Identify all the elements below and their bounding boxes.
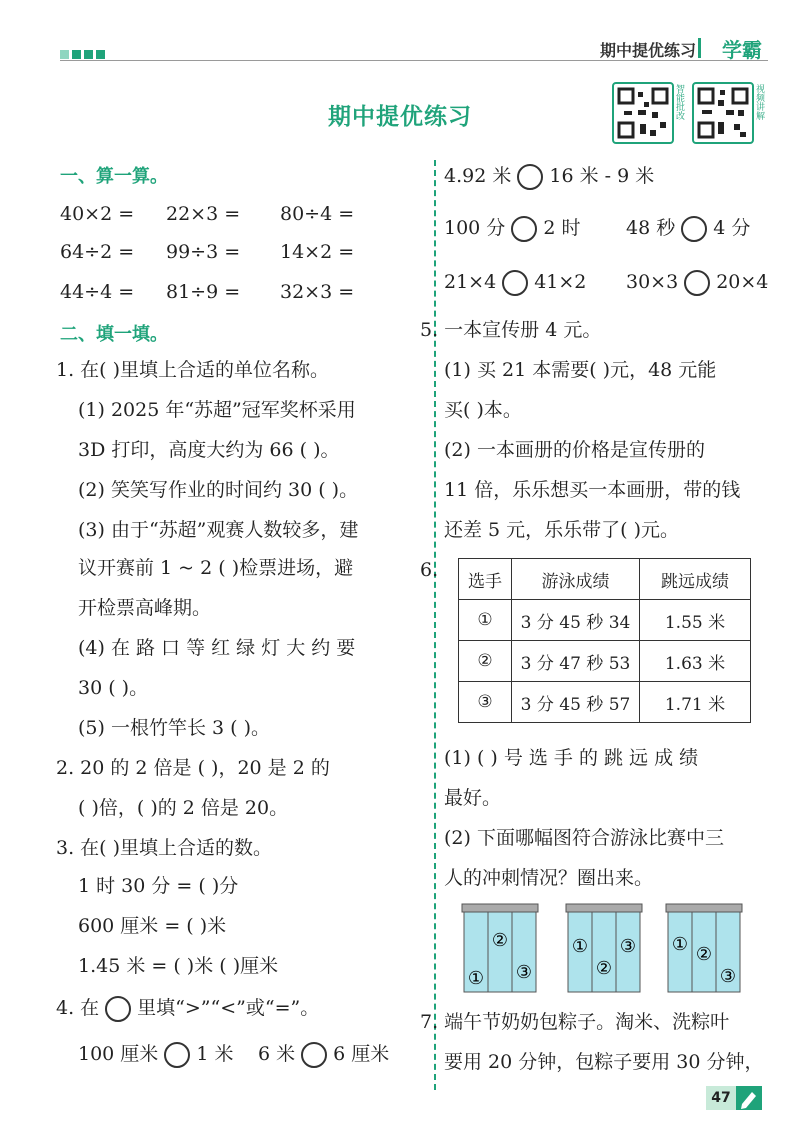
answer-circle[interactable]: [502, 270, 528, 296]
qr-code-video[interactable]: [692, 82, 754, 144]
answer-circle[interactable]: [511, 216, 537, 242]
q1-part4-line1: (4) 在 路 口 等 红 绿 灯 大 约 要: [78, 637, 356, 659]
q6-number: 6.: [420, 559, 439, 581]
table-cell: 1.71 米: [640, 682, 751, 723]
answer-circle[interactable]: [684, 270, 710, 296]
q3-stem: 3. 在( )里填上合适的数。: [56, 837, 273, 859]
q6-part1-line1: (1) ( ) 号 选 手 的 跳 远 成 绩: [444, 747, 699, 769]
calc-item: 81÷9 =: [166, 281, 241, 303]
answer-circle[interactable]: [164, 1042, 190, 1068]
compare-right: 1 米: [196, 1043, 234, 1065]
compare-left: 21×4: [444, 271, 497, 293]
table-cell: 1.55 米: [640, 600, 751, 641]
table-header: 选手: [459, 559, 512, 600]
swimmer-label: ③: [619, 936, 637, 957]
q1-part1-line1: (1) 2025 年“苏超”冠军奖杯采用: [78, 399, 356, 421]
q5-line-d: 11 倍，乐乐想买一本画册，带的钱: [444, 479, 741, 501]
qr-label-video: 视频讲解: [754, 84, 764, 120]
table-cell: 3 分 47 秒 53: [512, 641, 640, 682]
q2-line1: 2. 20 的 2 倍是 ( )，20 是 2 的: [56, 757, 330, 779]
q3-item-c: 1.45 米 = ( )米 ( )厘米: [78, 955, 279, 977]
swimmer-label: ①: [467, 968, 485, 989]
compare-left: 4.92 米: [444, 165, 512, 187]
calc-item: 44÷4 =: [60, 281, 135, 303]
table-row: [459, 682, 751, 723]
calc-item: 99÷3 =: [166, 241, 241, 263]
q4-row3-a: [444, 216, 580, 242]
q4-stem-end: 里填“>”“<”或“=”。: [137, 997, 320, 1019]
answer-circle[interactable]: [301, 1042, 327, 1068]
answer-circle[interactable]: [517, 164, 543, 190]
table-header: 跳远成绩: [640, 559, 751, 600]
table-cell: ①: [459, 600, 512, 641]
answer-circle[interactable]: [681, 216, 707, 242]
compare-right: 4 分: [713, 217, 751, 239]
q1-part4-line2: 30 ( )。: [78, 677, 149, 699]
compare-right: 20×4: [716, 271, 769, 293]
q4-row3-b: [626, 216, 750, 242]
calc-item: 40×2 =: [60, 203, 135, 225]
compare-right: 41×2: [534, 271, 587, 293]
table-header: 游泳成绩: [512, 559, 640, 600]
q2-line2: ( )倍，( )的 2 倍是 20。: [78, 797, 289, 819]
swimmer-label: ①: [571, 936, 589, 957]
section-heading-fill: 二、填一填。: [60, 324, 168, 345]
running-title: 期中提优练习: [599, 41, 696, 60]
q7-line1: 7. 端午节奶奶包粽子。淘米、洗粽叶: [420, 1011, 730, 1033]
column-divider: [434, 160, 436, 1090]
table-header-row: [459, 559, 751, 600]
compare-circle-icon: [105, 996, 131, 1022]
q5-line-e: 还差 5 元，乐乐带了( )元。: [444, 519, 680, 541]
q4-stem-start: 4. 在: [56, 997, 100, 1019]
pencil-icon: [736, 1086, 762, 1110]
calc-item: 14×2 =: [280, 241, 355, 263]
q3-item-a: 1 时 30 分 = ( )分: [78, 875, 239, 897]
q1-part3-line2: 议开赛前 1 ~ 2 ( )检票进场，避: [78, 557, 354, 579]
table-row: [459, 600, 751, 641]
table-row: [459, 641, 751, 682]
brand-logo: 学霸: [722, 38, 762, 62]
page-number: 47: [706, 1086, 736, 1110]
q5-stem: 5. 一本宣传册 4 元。: [420, 319, 602, 341]
q3-item-b: 600 厘米 = ( )米: [78, 915, 227, 937]
q6-part1-line2: 最好。: [444, 787, 502, 809]
q1-stem: 1. 在( )里填上合适的单位名称。: [56, 359, 330, 381]
q4-row1-b: [258, 1042, 389, 1068]
table-cell: 3 分 45 秒 57: [512, 682, 640, 723]
calc-item: 64÷2 =: [60, 241, 135, 263]
compare-right: 6 厘米: [333, 1043, 390, 1065]
pool-picture-b[interactable]: [564, 902, 644, 994]
page-title: 期中提优练习: [328, 104, 472, 130]
q1-part1-line2: 3D 打印，高度大约为 66 ( )。: [78, 439, 340, 461]
q4-row4-b: [626, 270, 768, 296]
swimmer-label: ②: [695, 944, 713, 965]
section-heading-calc: 一、算一算。: [60, 166, 168, 187]
table-cell: 1.63 米: [640, 641, 751, 682]
swimmer-label: ②: [595, 958, 613, 979]
brand-divider: [698, 38, 701, 58]
q5-line-c: (2) 一本画册的价格是宣传册的: [444, 439, 705, 461]
q1-part2: (2) 笑笑写作业的时间约 30 ( )。: [78, 479, 359, 501]
results-table: [458, 558, 751, 723]
q6-part2-line1: (2) 下面哪幅图符合游泳比赛中三: [444, 827, 724, 849]
qr-label-grading: 智能批改: [674, 84, 684, 120]
q4-row1-a: [78, 1042, 233, 1068]
q1-part5: (5) 一根竹竿长 3 ( )。: [78, 717, 270, 739]
q5-line-b: 买( )本。: [444, 399, 522, 421]
q1-part3-line1: (3) 由于“苏超”观赛人数较多，建: [78, 519, 359, 541]
q4-row4-a: [444, 270, 586, 296]
swimmer-label: ①: [671, 934, 689, 955]
q5-line-a: (1) 买 21 本需要( )元，48 元能: [444, 359, 717, 381]
qr-pattern-icon: [614, 84, 672, 142]
swimmer-label: ③: [719, 966, 737, 987]
table-cell: 3 分 45 秒 34: [512, 600, 640, 641]
qr-code-grading[interactable]: [612, 82, 674, 144]
q7-line2: 要用 20 分钟，包粽子要用 30 分钟，: [444, 1051, 764, 1073]
q4-row2: [444, 164, 654, 190]
swimmer-label: ②: [491, 930, 509, 951]
calc-item: 32×3 =: [280, 281, 355, 303]
q4-stem: [56, 996, 319, 1022]
pool-picture-c[interactable]: [664, 902, 744, 994]
compare-left: 6 米: [258, 1043, 296, 1065]
compare-left: 30×3: [626, 271, 679, 293]
pool-picture-a[interactable]: [460, 902, 540, 994]
compare-left: 100 厘米: [78, 1043, 159, 1065]
qr-pattern-icon: [694, 84, 752, 142]
table-cell: ③: [459, 682, 512, 723]
swimmer-label: ③: [515, 962, 533, 983]
compare-right: 16 米 - 9 米: [549, 165, 655, 187]
compare-left: 48 秒: [626, 217, 676, 239]
q6-part2-line2: 人的冲刺情况？圈出来。: [444, 867, 654, 889]
q1-part3-line3: 开检票高峰期。: [78, 597, 212, 619]
calc-item: 22×3 =: [166, 203, 241, 225]
calc-item: 80÷4 =: [280, 203, 355, 225]
compare-right: 2 时: [543, 217, 581, 239]
table-cell: ②: [459, 641, 512, 682]
compare-left: 100 分: [444, 217, 506, 239]
